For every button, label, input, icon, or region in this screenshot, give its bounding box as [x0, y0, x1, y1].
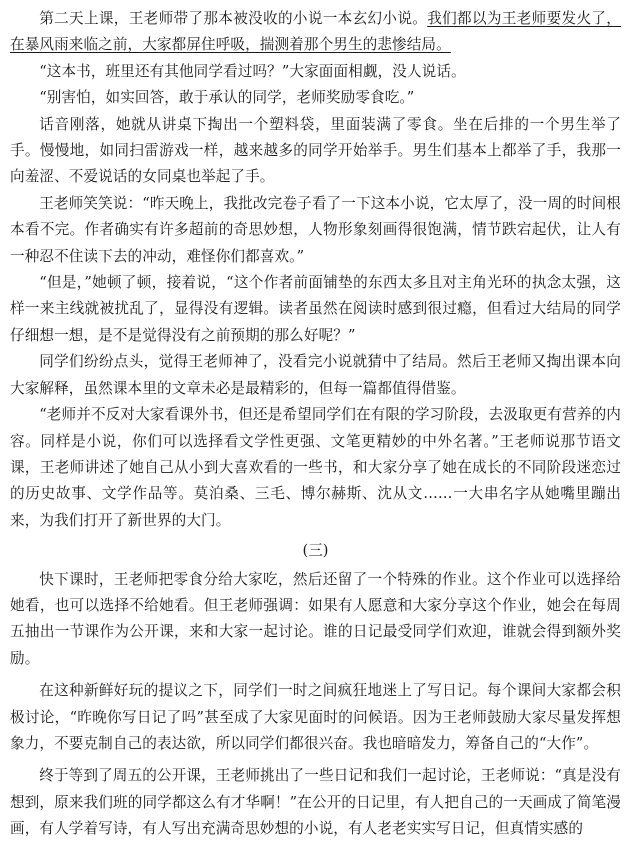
paragraph-8: “老师并不反对大家看课外书，但还是希望同学们在有限的学习阶段，去汲取更有营养的内容。同样是小说，你们可以选择看文学性更强、文笔更精妙的中外名著。”王老师说那节语文课，王老师讲述了她自己从小到大喜欢看的一些书，和大家分享了她在成长的不同阶段迷恋过的历史故事、文学作品等。莫泊桑、三毛、博尔赫斯、沈从文……一大串名字从她嘴里蹦出来，为我们打开了新世界的大门。	[10, 406, 621, 529]
paragraph-3: “别害怕，如实回答，敢于承认的同学，老师奖励零食吃。”	[39, 89, 415, 107]
paragraph-7: 同学们纷纷点头，觉得王老师神了，没看完小说就猜中了结局。然后王老师又掏出课本向大家解释，虽然课本里的文章未必是最精彩的，但每一篇都值得借鉴。	[10, 353, 621, 397]
section-heading: (三)	[302, 542, 329, 560]
paragraph-5: 王老师笑笑说：“昨天晚上，我批改完卷子看了一下这本小说，它太厚了，没一周的时间根本看不完。作者确实有许多超前的奇思妙想，人物形象刻画得很饱满，情节跌宕起伏，让人有一种忍不住读下去的冲动，难怪你们都喜欢。”	[10, 194, 621, 265]
paragraph-4: 话音刚落，她就从讲桌下掏出一个塑料袋，里面装满了零食。坐在后排的一个男生举了手。慢慢地，如同扫雷游戏一样，越来越多的同学开始举手。男生们基本上都举了手，我那一向羞涩、不爱说话的女同桌也举起了手。	[10, 115, 621, 186]
paragraph-9: 快下课时，王老师把零食分给大家吃，然后还留了一个特殊的作业。这个作业可以选择给她看，也可以选择不给她看。但王老师强调：如果有人愿意和大家分享这个作业，她会在每周五抽出一节课作为公开课，来和大家一起讨论。谁的日记最受同学们欢迎，谁就会得到额外奖励。	[10, 570, 621, 667]
paragraph-2: “这本书，班里还有其他同学看过吗？”大家面面相觑，没人说话。	[39, 62, 466, 80]
paragraph-10: 在这种新鲜好玩的提议之下，同学们一时之间疯狂地迷上了写日记。每个课间大家都会积极讨论，“昨晚你写日记了吗”甚至成了大家见面时的问候语。因为王老师鼓励大家尽量发挥想象力，不要克制自己的表达欲，所以同学们都很兴奋。我也暗暗发力，筹备自己的“大作”。	[10, 682, 621, 752]
paragraph-1-lead: 第二天上课，王老师带了那本被没收的小说一本玄幻小说。	[39, 10, 428, 27]
document-page	[10, 6, 621, 843]
paragraph-1-underlined-sentence: 我们都以为王老师要发火了，在暴风雨来临之前，大家都屏住呼吸，揣测着那个男生的悲惨结局。	[10, 10, 621, 54]
paragraph-11: 终于等到了周五的公开课，王老师挑出了一些日记和我们一起讨论，王老师说：“真是没有想到，原来我们班的同学都这么有才华啊！”在公开的日记里，有人把自己的一天画成了简笔漫画，有人学着写诗，有人写出充满奇思妙想的小说，有人老老实实写日记，但真情实感的	[10, 767, 621, 838]
paragraph-6: “但是，”她顿了顿，接着说，“这个作者前面铺垫的东西太多且对主角光环的执念太强，这样一来主线就被扰乱了，显得没有逻辑。读者虽然在阅读时感到很过瘾，但看过大结局的同学仔细想一想，是不是觉得没有之前预期的那么好呢？”	[10, 274, 621, 344]
paragraph-1	[10, 6, 621, 59]
